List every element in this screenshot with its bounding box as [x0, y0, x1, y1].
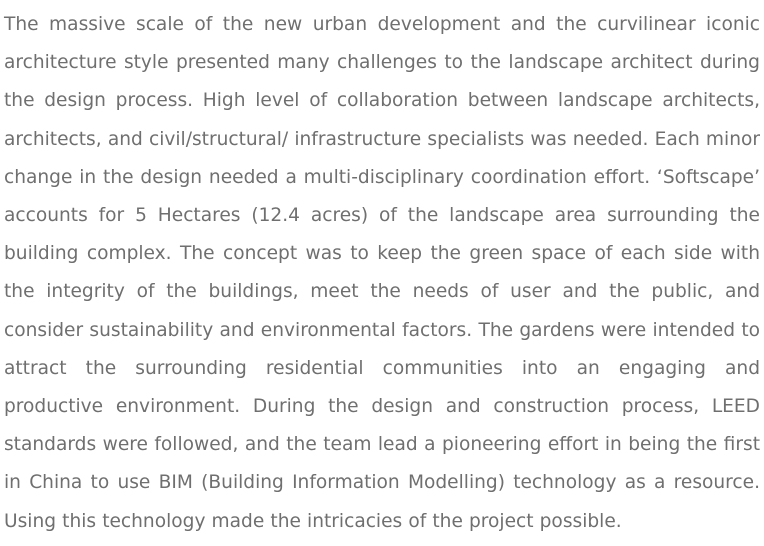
body-paragraph: The massive scale of the new urban development and the curvilinear iconic architecture style presented many challenges to the landscape architect during the design process. High level of collaboration between landscape architects, architects, and civil/structural/ infrastructure specialists was needed. Each minor change in the design needed a multi-disciplinary coordination effort. ‘Softscape’ accounts for 5 Hectares (12.4 acres) of the landscape area surrounding the building complex. The concept was to keep the green space of each side with the integrity of the buildings, meet the needs of user and the public, and consider sustainability and environmental factors. The gardens were intended to attract the surrounding residential communities into an engaging and productive environment. During the design and construction process, LEED standards were followed, and the team lead a pioneering effort in being the first in China to use BIM (Building Information Modelling) technology as a resource. Using this technology made the intricacies of the project possible. [4, 14, 760, 532]
